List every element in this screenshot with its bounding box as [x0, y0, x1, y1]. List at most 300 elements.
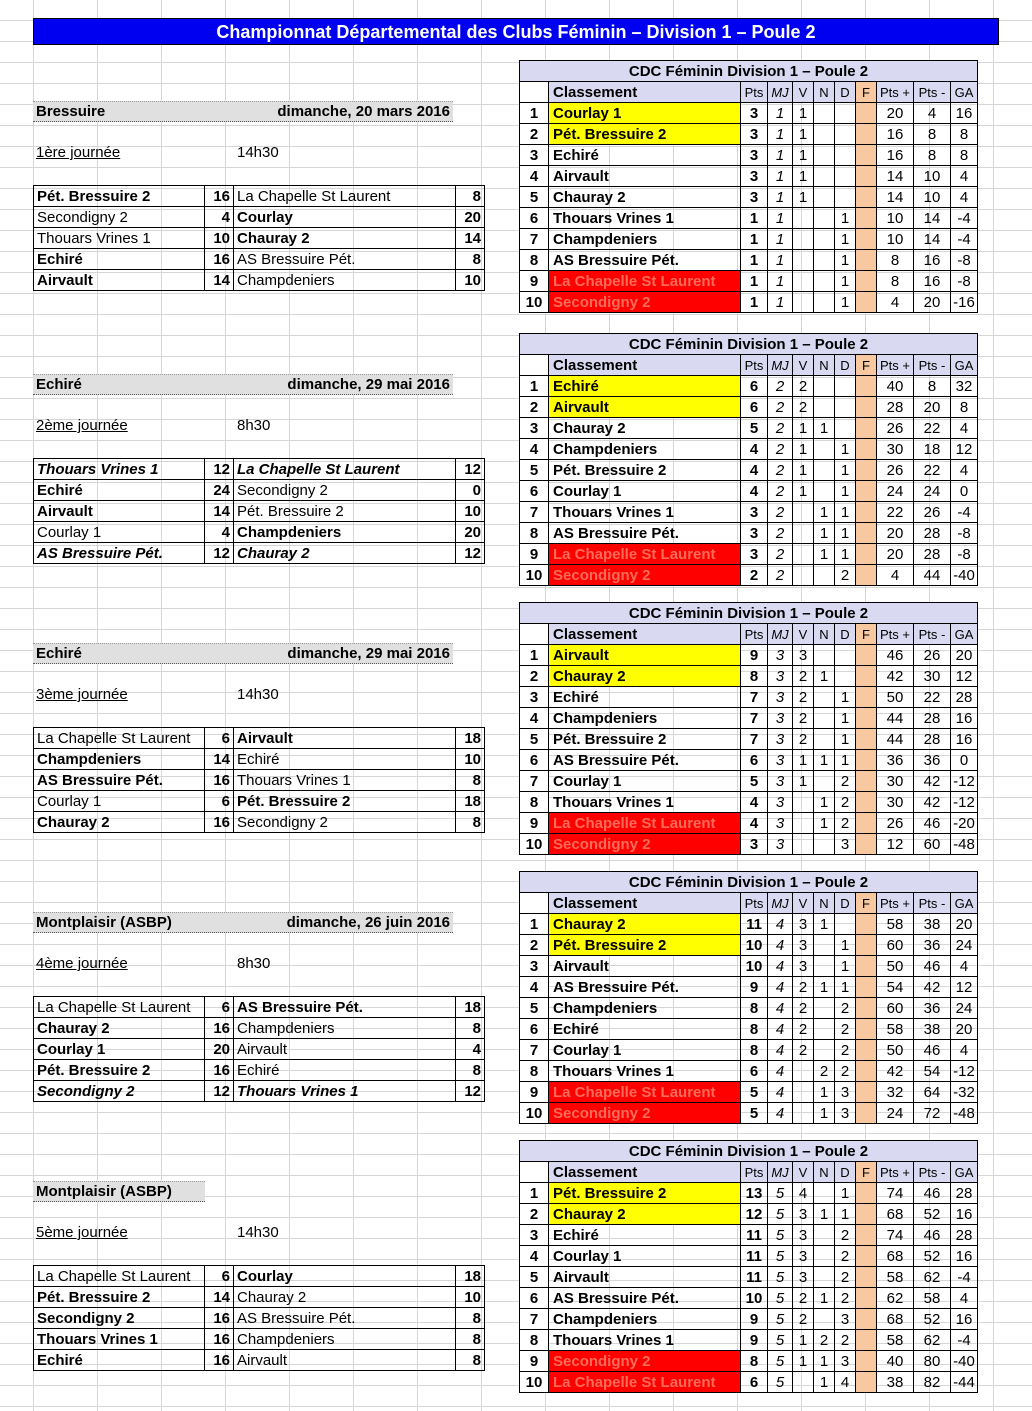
home-score: 14	[205, 749, 234, 770]
points-against: 46	[914, 1040, 951, 1061]
points: 11	[741, 914, 768, 935]
matches-played: 2	[768, 460, 793, 481]
points-for: 50	[877, 956, 914, 977]
header-n: N	[814, 624, 835, 645]
venue-header	[33, 1181, 205, 1202]
points-for: 16	[877, 124, 914, 145]
goal-average: 12	[951, 666, 978, 687]
points-against: 44	[914, 565, 951, 586]
matches-played: 1	[768, 145, 793, 166]
points-against: 8	[914, 145, 951, 166]
losses: 2	[835, 1267, 856, 1288]
away-score: 8	[456, 770, 485, 791]
draws	[814, 645, 835, 666]
team-name: Thouars Vrines 1	[549, 792, 741, 813]
away-team: Secondigny 2	[234, 480, 456, 501]
standings-table	[519, 602, 978, 855]
home-score: 24	[205, 480, 234, 501]
points: 10	[741, 956, 768, 977]
home-team: La Chapelle St Laurent	[34, 728, 205, 749]
standings-row	[520, 544, 978, 565]
home-team: Chauray 2	[34, 812, 205, 833]
away-score: 12	[456, 543, 485, 564]
draws	[814, 460, 835, 481]
draws: 1	[814, 1372, 835, 1393]
team-name: Echiré	[549, 687, 741, 708]
standings-row	[520, 250, 978, 271]
home-team: Secondigny 2	[34, 207, 205, 228]
points-for: 26	[877, 813, 914, 834]
round-time: 14h30	[237, 686, 279, 703]
matches-played: 5	[768, 1225, 793, 1246]
standings-header	[520, 355, 978, 376]
losses: 3	[835, 1103, 856, 1124]
goal-average: 4	[951, 956, 978, 977]
wins: 1	[793, 460, 814, 481]
home-team: Courlay 1	[34, 791, 205, 812]
matches-played: 5	[768, 1204, 793, 1225]
team-name: Airvault	[549, 645, 741, 666]
draws	[814, 376, 835, 397]
away-team: Airvault	[234, 1350, 456, 1371]
losses: 2	[835, 1288, 856, 1309]
home-team: Chauray 2	[34, 1018, 205, 1039]
points-against: 20	[914, 397, 951, 418]
header-mj: MJ	[768, 893, 793, 914]
rank: 6	[520, 208, 549, 229]
losses: 3	[835, 1351, 856, 1372]
home-team: Thouars Vrines 1	[34, 459, 205, 480]
matches-played: 3	[768, 834, 793, 855]
venue-name: Echiré	[36, 376, 82, 393]
forfeits	[856, 523, 877, 544]
losses: 1	[835, 750, 856, 771]
points-for: 26	[877, 460, 914, 481]
home-score: 16	[205, 1060, 234, 1081]
goal-average: -12	[951, 1061, 978, 1082]
draws	[814, 1183, 835, 1204]
home-team: Secondigny 2	[34, 1081, 205, 1102]
standings-row	[520, 750, 978, 771]
wins: 3	[793, 935, 814, 956]
goal-average: 8	[951, 397, 978, 418]
points: 3	[741, 166, 768, 187]
standings-caption: CDC Féminin Division 1 – Poule 2	[520, 872, 978, 893]
wins: 1	[793, 103, 814, 124]
points-for: 50	[877, 687, 914, 708]
rank: 10	[520, 565, 549, 586]
home-score: 12	[205, 1081, 234, 1102]
matches-played: 2	[768, 544, 793, 565]
standings-caption: CDC Féminin Division 1 – Poule 2	[520, 61, 978, 82]
rank: 1	[520, 914, 549, 935]
header-pts: Pts	[741, 1162, 768, 1183]
team-name: Pét. Bressuire 2	[549, 460, 741, 481]
points: 6	[741, 376, 768, 397]
wins	[793, 502, 814, 523]
draws: 1	[814, 813, 835, 834]
round-fixtures	[33, 1140, 485, 1405]
points-against: 46	[914, 956, 951, 977]
points: 5	[741, 1082, 768, 1103]
points: 11	[741, 1267, 768, 1288]
goal-average: 8	[951, 145, 978, 166]
draws	[814, 834, 835, 855]
draws	[814, 292, 835, 313]
away-team: Echiré	[234, 749, 456, 770]
away-score: 18	[456, 791, 485, 812]
standings-row	[520, 771, 978, 792]
standings-row	[520, 1019, 978, 1040]
wins: 2	[793, 1040, 814, 1061]
away-team: La Chapelle St Laurent	[234, 459, 456, 480]
standings-row	[520, 977, 978, 998]
match-row	[34, 228, 485, 249]
match-row	[34, 501, 485, 522]
points: 9	[741, 977, 768, 998]
team-name: Thouars Vrines 1	[549, 208, 741, 229]
team-name: Thouars Vrines 1	[549, 1061, 741, 1082]
wins: 2	[793, 977, 814, 998]
points-against: 52	[914, 1246, 951, 1267]
points-against: 52	[914, 1204, 951, 1225]
header-classement: Classement	[549, 355, 741, 376]
header-pts: Pts -	[914, 624, 951, 645]
standings-row	[520, 956, 978, 977]
draws	[814, 1309, 835, 1330]
standings-caption-row	[520, 603, 978, 624]
standings-header	[520, 1162, 978, 1183]
match-row	[34, 791, 485, 812]
matches-table	[33, 1265, 485, 1371]
standings-row	[520, 708, 978, 729]
header-f: F	[856, 82, 877, 103]
standings-row	[520, 271, 978, 292]
round-time: 14h30	[237, 1224, 279, 1241]
team-name: Champdeniers	[549, 439, 741, 460]
header-classement: Classement	[549, 1162, 741, 1183]
away-team: Chauray 2	[234, 228, 456, 249]
forfeits	[856, 460, 877, 481]
goal-average: -32	[951, 1082, 978, 1103]
header-rank	[520, 82, 549, 103]
forfeits	[856, 708, 877, 729]
goal-average: 20	[951, 645, 978, 666]
rank: 3	[520, 145, 549, 166]
team-name: Champdeniers	[549, 1309, 741, 1330]
page-title: Championnat Départemental des Clubs Féminin – Division 1 – Poule 2	[33, 18, 999, 45]
wins	[793, 813, 814, 834]
losses	[835, 914, 856, 935]
header-classement: Classement	[549, 624, 741, 645]
team-name: Echiré	[549, 1225, 741, 1246]
forfeits	[856, 1225, 877, 1246]
wins: 2	[793, 1309, 814, 1330]
points: 4	[741, 460, 768, 481]
points-against: 38	[914, 914, 951, 935]
header-d: D	[835, 355, 856, 376]
team-name: Pét. Bressuire 2	[549, 124, 741, 145]
points-against: 62	[914, 1267, 951, 1288]
team-name: Pét. Bressuire 2	[549, 1183, 741, 1204]
header-d: D	[835, 1162, 856, 1183]
wins: 1	[793, 187, 814, 208]
points: 13	[741, 1183, 768, 1204]
forfeits	[856, 1267, 877, 1288]
away-team: Chauray 2	[234, 1287, 456, 1308]
points: 7	[741, 729, 768, 750]
goal-average: -8	[951, 250, 978, 271]
rank: 7	[520, 229, 549, 250]
away-team: Champdeniers	[234, 1329, 456, 1350]
standings-row	[520, 914, 978, 935]
points-against: 36	[914, 750, 951, 771]
points-against: 28	[914, 544, 951, 565]
losses: 2	[835, 1330, 856, 1351]
points: 1	[741, 250, 768, 271]
goal-average: 28	[951, 687, 978, 708]
forfeits	[856, 544, 877, 565]
wins: 1	[793, 124, 814, 145]
standings-caption-row	[520, 61, 978, 82]
goal-average: -4	[951, 1330, 978, 1351]
draws	[814, 708, 835, 729]
points-against: 46	[914, 1225, 951, 1246]
away-score: 20	[456, 207, 485, 228]
goal-average: 4	[951, 187, 978, 208]
header-f: F	[856, 355, 877, 376]
points-against: 42	[914, 792, 951, 813]
points-for: 50	[877, 1040, 914, 1061]
header-pts: Pts	[741, 624, 768, 645]
points: 6	[741, 1061, 768, 1082]
points-for: 40	[877, 1351, 914, 1372]
losses: 1	[835, 271, 856, 292]
home-score: 14	[205, 501, 234, 522]
away-score: 10	[456, 1287, 485, 1308]
losses: 1	[835, 956, 856, 977]
match-row	[34, 522, 485, 543]
team-name: La Chapelle St Laurent	[549, 813, 741, 834]
forfeits	[856, 103, 877, 124]
points-against: 72	[914, 1103, 951, 1124]
rank: 5	[520, 1267, 549, 1288]
rank: 4	[520, 439, 549, 460]
away-team: Courlay	[234, 1266, 456, 1287]
goal-average: 4	[951, 460, 978, 481]
matches-played: 3	[768, 750, 793, 771]
home-score: 16	[205, 1329, 234, 1350]
team-name: Airvault	[549, 166, 741, 187]
match-row	[34, 1329, 485, 1350]
standings-row	[520, 229, 978, 250]
goal-average: -40	[951, 1351, 978, 1372]
forfeits	[856, 729, 877, 750]
standings-row	[520, 1082, 978, 1103]
standings-row	[520, 666, 978, 687]
away-score: 12	[456, 1081, 485, 1102]
matches-played: 2	[768, 523, 793, 544]
header-pts: Pts	[741, 355, 768, 376]
team-name: Courlay 1	[549, 1040, 741, 1061]
wins: 1	[793, 166, 814, 187]
away-team: Secondigny 2	[234, 812, 456, 833]
goal-average: -40	[951, 565, 978, 586]
away-team: Airvault	[234, 728, 456, 749]
points-against: 46	[914, 1183, 951, 1204]
wins: 3	[793, 1204, 814, 1225]
standings-row	[520, 292, 978, 313]
points-against: 64	[914, 1082, 951, 1103]
round-label: 3ème journée	[36, 686, 128, 703]
matches-played: 1	[768, 229, 793, 250]
away-score: 8	[456, 812, 485, 833]
goal-average: 16	[951, 1309, 978, 1330]
header-mj: MJ	[768, 82, 793, 103]
header-v: V	[793, 355, 814, 376]
rank: 5	[520, 460, 549, 481]
standings-row	[520, 418, 978, 439]
away-team: Chauray 2	[234, 543, 456, 564]
round-label: 4ème journée	[36, 955, 128, 972]
standings-row	[520, 1309, 978, 1330]
rank: 10	[520, 1372, 549, 1393]
matches-played: 4	[768, 1103, 793, 1124]
draws: 1	[814, 914, 835, 935]
rank: 9	[520, 813, 549, 834]
matches-played: 2	[768, 565, 793, 586]
header-rank	[520, 893, 549, 914]
venue-name: Echiré	[36, 645, 82, 662]
goal-average: 28	[951, 1183, 978, 1204]
matches-played: 5	[768, 1246, 793, 1267]
rank: 4	[520, 708, 549, 729]
home-score: 6	[205, 1266, 234, 1287]
rank: 2	[520, 666, 549, 687]
matches-played: 4	[768, 998, 793, 1019]
away-score: 10	[456, 501, 485, 522]
points-for: 42	[877, 666, 914, 687]
draws	[814, 124, 835, 145]
draws: 1	[814, 1351, 835, 1372]
points: 9	[741, 1330, 768, 1351]
venue-name: Montplaisir (ASBP)	[36, 914, 172, 931]
draws	[814, 729, 835, 750]
round-time: 8h30	[237, 955, 271, 972]
goal-average: -4	[951, 208, 978, 229]
team-name: Secondigny 2	[549, 1351, 741, 1372]
home-score: 20	[205, 1039, 234, 1060]
away-score: 8	[456, 249, 485, 270]
draws	[814, 187, 835, 208]
team-name: Secondigny 2	[549, 292, 741, 313]
match-row	[34, 459, 485, 480]
rank: 1	[520, 376, 549, 397]
standings-caption-row	[520, 1141, 978, 1162]
points-against: 14	[914, 229, 951, 250]
header-mj: MJ	[768, 1162, 793, 1183]
matches-played: 3	[768, 687, 793, 708]
header-pts: Pts +	[877, 1162, 914, 1183]
standings-row	[520, 998, 978, 1019]
points: 4	[741, 481, 768, 502]
round-label: 1ère journée	[36, 144, 121, 161]
points-for: 10	[877, 229, 914, 250]
standings-row	[520, 645, 978, 666]
points-for: 20	[877, 523, 914, 544]
away-score: 8	[456, 1329, 485, 1350]
home-team: AS Bressuire Pét.	[34, 543, 205, 564]
team-name: Chauray 2	[549, 418, 741, 439]
losses	[835, 666, 856, 687]
standings-row	[520, 1204, 978, 1225]
forfeits	[856, 645, 877, 666]
losses	[835, 187, 856, 208]
draws: 2	[814, 1330, 835, 1351]
draws	[814, 166, 835, 187]
draws	[814, 771, 835, 792]
goal-average: -4	[951, 1267, 978, 1288]
away-team: Thouars Vrines 1	[234, 770, 456, 791]
points-against: 22	[914, 460, 951, 481]
losses: 1	[835, 1183, 856, 1204]
wins	[793, 1082, 814, 1103]
home-score: 16	[205, 186, 234, 207]
matches-played: 1	[768, 124, 793, 145]
points: 3	[741, 103, 768, 124]
points-for: 38	[877, 1372, 914, 1393]
team-name: Secondigny 2	[549, 1103, 741, 1124]
points-against: 20	[914, 292, 951, 313]
header-v: V	[793, 1162, 814, 1183]
home-team: Secondigny 2	[34, 1308, 205, 1329]
forfeits	[856, 813, 877, 834]
wins: 1	[793, 481, 814, 502]
away-team: La Chapelle St Laurent	[234, 186, 456, 207]
points: 10	[741, 935, 768, 956]
forfeits	[856, 481, 877, 502]
rank: 9	[520, 1082, 549, 1103]
standings-row	[520, 523, 978, 544]
goal-average: -16	[951, 292, 978, 313]
home-score: 16	[205, 770, 234, 791]
team-name: Airvault	[549, 1267, 741, 1288]
points: 3	[741, 544, 768, 565]
matches-played: 1	[768, 187, 793, 208]
rank: 9	[520, 544, 549, 565]
matches-table	[33, 996, 485, 1102]
draws	[814, 397, 835, 418]
header-n: N	[814, 893, 835, 914]
points: 4	[741, 439, 768, 460]
rank: 6	[520, 1019, 549, 1040]
away-score: 20	[456, 522, 485, 543]
points-for: 68	[877, 1204, 914, 1225]
venue-header	[33, 643, 453, 664]
forfeits	[856, 771, 877, 792]
matches-played: 4	[768, 914, 793, 935]
away-score: 18	[456, 1266, 485, 1287]
goal-average: -8	[951, 544, 978, 565]
wins	[793, 792, 814, 813]
points-against: 28	[914, 708, 951, 729]
points: 12	[741, 1204, 768, 1225]
home-score: 6	[205, 997, 234, 1018]
rank: 9	[520, 1351, 549, 1372]
away-team: AS Bressuire Pét.	[234, 1308, 456, 1329]
points: 6	[741, 750, 768, 771]
away-team: AS Bressuire Pét.	[234, 997, 456, 1018]
